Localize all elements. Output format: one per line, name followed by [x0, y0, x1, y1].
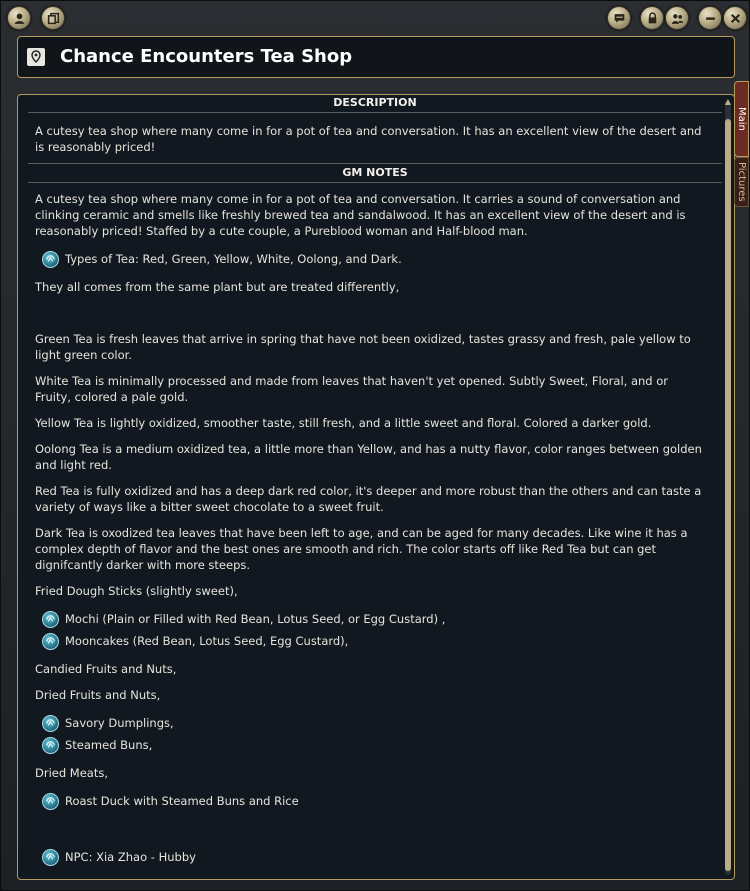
tab-main[interactable]: [734, 81, 749, 157]
note-red-tea[interactable]: Red Tea is fully oxidized and has a deep dark red color, it's deeper and more robust than the others and can taste a variety of ways like a bitter sweet chocolate to a sweet fruit.: [35, 484, 702, 514]
link-label[interactable]: Savory Dumplings,: [65, 716, 174, 730]
link-mooncakes[interactable]: [42, 631, 348, 651]
note-white-tea[interactable]: White Tea is minimally processed and made from leaves that haven't yet opened. Subtly Sweet, Floral, and or Fruity, colored a pale gold.: [35, 374, 669, 404]
link-label[interactable]: Roast Duck with Steamed Buns and Rice: [65, 794, 299, 808]
link-icon: [42, 251, 59, 268]
share-icon: [671, 12, 684, 25]
link-label[interactable]: NPC: Xia Zhao - Hubby: [65, 850, 196, 864]
gm-notes-intro[interactable]: A cutesy tea shop where many come in for a pot of tea and conversation. It carries a sound of conversation and clinking ceramic and smells like freshly brewed tea and sandalwood. It has an excellent view of the desert and is reasonably priced! Staffed by a cute couple, a Pureblood woman and Half-blood man.: [35, 192, 686, 238]
note-dark-tea[interactable]: Dark Tea is oxodized tea leaves that have been left to age, and can be aged for many decades. Like wine it has a complex depth of flavor and the best ones are smooth and rich. The color starts off like Red Tea but can get dignifcantly darker with more steeps.: [35, 526, 688, 572]
note-fried-dough[interactable]: Fried Dough Sticks (slightly sweet),: [35, 584, 238, 598]
copy-icon: [47, 12, 60, 25]
link-icon: [42, 793, 59, 810]
note-oolong-tea[interactable]: Oolong Tea is a medium oxidized tea, a little more than Yellow, and has a nutty flavor, color ranges between golden and light red.: [35, 442, 702, 472]
description-heading: DESCRIPTION: [28, 95, 722, 113]
note-same-plant[interactable]: They all comes from the same plant but are treated differently,: [35, 280, 400, 294]
note-dried-meats[interactable]: Dried Meats,: [35, 766, 109, 780]
link-icon: [42, 611, 59, 628]
title-bar: [17, 36, 735, 78]
lock-icon: [646, 12, 659, 25]
note-dried-fruits[interactable]: Dried Fruits and Nuts,: [35, 688, 161, 702]
link-steamed-buns[interactable]: [42, 735, 152, 755]
note-green-tea[interactable]: Green Tea is fresh leaves that arrive in spring that have not been oxidized, tastes grassy and fresh, pale yellow to light green color.: [35, 332, 691, 362]
link-icon: [42, 737, 59, 754]
chat-button[interactable]: [607, 6, 631, 30]
link-label[interactable]: Mooncakes (Red Bean, Lotus Seed, Egg Custard),: [65, 634, 349, 648]
description-text[interactable]: A cutesy tea shop where many come in for a pot of tea and conversation. It has an excellent view of the desert and is reasonably priced!: [35, 124, 702, 154]
link-icon: [42, 715, 59, 732]
scrollbar-thumb[interactable]: [725, 119, 731, 871]
link-roast-duck[interactable]: [42, 791, 299, 811]
scroll-up-icon[interactable]: ▲: [724, 97, 732, 106]
lock-button[interactable]: [640, 6, 664, 30]
share-button[interactable]: [665, 6, 689, 30]
link-npc-xia-zhao[interactable]: [42, 847, 196, 867]
main-panel: [17, 94, 735, 880]
close-button[interactable]: [723, 6, 747, 30]
link-icon: [42, 849, 59, 866]
link-icon: [42, 633, 59, 650]
note-candied[interactable]: Candied Fruits and Nuts,: [35, 662, 177, 676]
gm-notes-heading: GM NOTES: [28, 163, 722, 183]
close-icon: [729, 12, 742, 25]
link-label[interactable]: Steamed Buns,: [65, 738, 153, 752]
minimize-icon: [704, 12, 717, 25]
link-label[interactable]: Mochi (Plain or Filled with Red Bean, Lotus Seed, or Egg Custard) ,: [65, 612, 446, 626]
copy-button[interactable]: [41, 6, 65, 30]
portrait-icon: [13, 12, 26, 25]
content-area: [18, 95, 722, 879]
note-yellow-tea[interactable]: Yellow Tea is lightly oxidized, smoother taste, still fresh, and a little sweet and floral. Colored a darker gold.: [35, 416, 652, 430]
tab-pictures[interactable]: [734, 157, 749, 207]
tab-main-label: Main: [736, 107, 747, 131]
portrait-button[interactable]: [7, 6, 31, 30]
location-icon[interactable]: [27, 48, 45, 66]
chat-icon: [613, 12, 626, 25]
record-title[interactable]: Chance Encounters Tea Shop: [60, 46, 353, 67]
link-types-of-tea[interactable]: [42, 249, 402, 269]
minimize-button[interactable]: [698, 6, 722, 30]
link-mochi[interactable]: [42, 609, 445, 629]
link-label[interactable]: Types of Tea: Red, Green, Yellow, White, Oolong, and Dark.: [65, 252, 402, 266]
tab-pictures-label: Pictures: [736, 162, 747, 202]
link-dumplings[interactable]: [42, 713, 174, 733]
